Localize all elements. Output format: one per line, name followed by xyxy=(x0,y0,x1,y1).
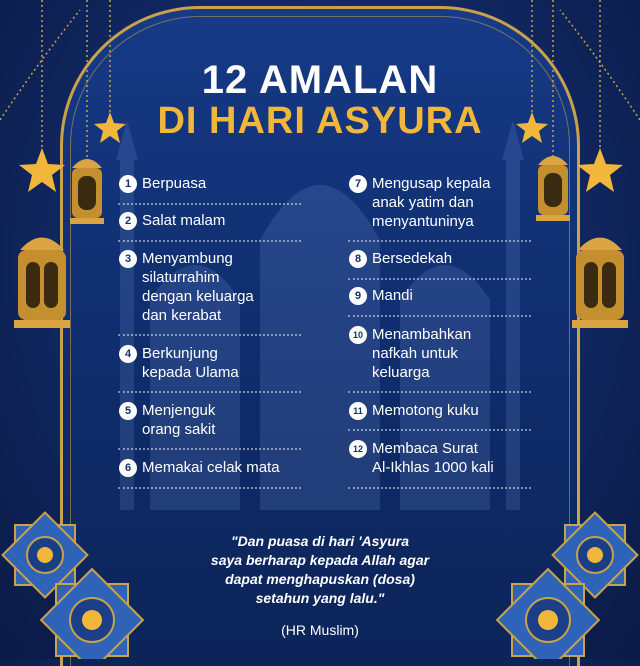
number-badge-icon: 3 xyxy=(118,249,138,269)
divider xyxy=(348,315,531,317)
title-line-1: 12 AMALAN xyxy=(201,58,439,102)
item-text: Memotong kuku xyxy=(372,402,479,419)
number-badge-icon: 5 xyxy=(118,401,138,421)
item-text: Bersedekah xyxy=(372,250,453,267)
number-badge-icon: 10 xyxy=(348,325,368,345)
item-text: Salat malam xyxy=(142,212,226,229)
ornament-left-icon xyxy=(0,510,170,659)
item-text: Berkunjung kepada Ulama xyxy=(142,345,239,381)
divider xyxy=(118,240,301,242)
divider xyxy=(348,278,531,280)
divider xyxy=(348,487,531,489)
number-badge-icon: 4 xyxy=(118,344,138,364)
divider xyxy=(348,391,531,393)
divider xyxy=(118,391,301,393)
item-text: Mandi xyxy=(372,287,413,304)
item-text: Membaca Surat Al-Ikhlas 1000 kali xyxy=(372,440,494,476)
number-badge-icon: 8 xyxy=(348,249,368,269)
divider xyxy=(348,240,531,242)
number-badge-icon: 12 xyxy=(348,439,368,459)
number-badge-icon: 2 xyxy=(118,211,138,231)
item-text: Mengusap kepala anak yatim dan menyantuninya xyxy=(372,175,491,230)
hadith-quote: "Dan puasa di hari 'Asyura saya berharap kepada Allah agar dapat menghapuskan (dosa) setahun yang lalu." xyxy=(210,533,430,606)
number-badge-icon: 7 xyxy=(348,174,368,194)
item-text: Menambahkan nafkah untuk keluarga xyxy=(372,326,472,381)
item-text: Memakai celak mata xyxy=(142,459,280,476)
item-text: Menjenguk orang sakit xyxy=(142,402,216,438)
ornament-right-icon xyxy=(470,510,640,659)
item-text: Menyambung silaturrahim dengan keluarga dan kerabat xyxy=(142,250,254,324)
item-text: Berpuasa xyxy=(142,175,207,192)
divider xyxy=(118,203,301,205)
number-badge-icon: 1 xyxy=(118,174,138,194)
number-badge-icon: 11 xyxy=(348,401,368,421)
number-badge-icon: 6 xyxy=(118,458,138,478)
quote-source: (HR Muslim) xyxy=(281,622,359,638)
divider xyxy=(118,334,301,336)
divider xyxy=(348,429,531,431)
number-badge-icon: 9 xyxy=(348,286,368,306)
title-line-2: DI HARI ASYURA xyxy=(157,100,483,142)
divider xyxy=(118,487,301,489)
divider xyxy=(118,448,301,450)
